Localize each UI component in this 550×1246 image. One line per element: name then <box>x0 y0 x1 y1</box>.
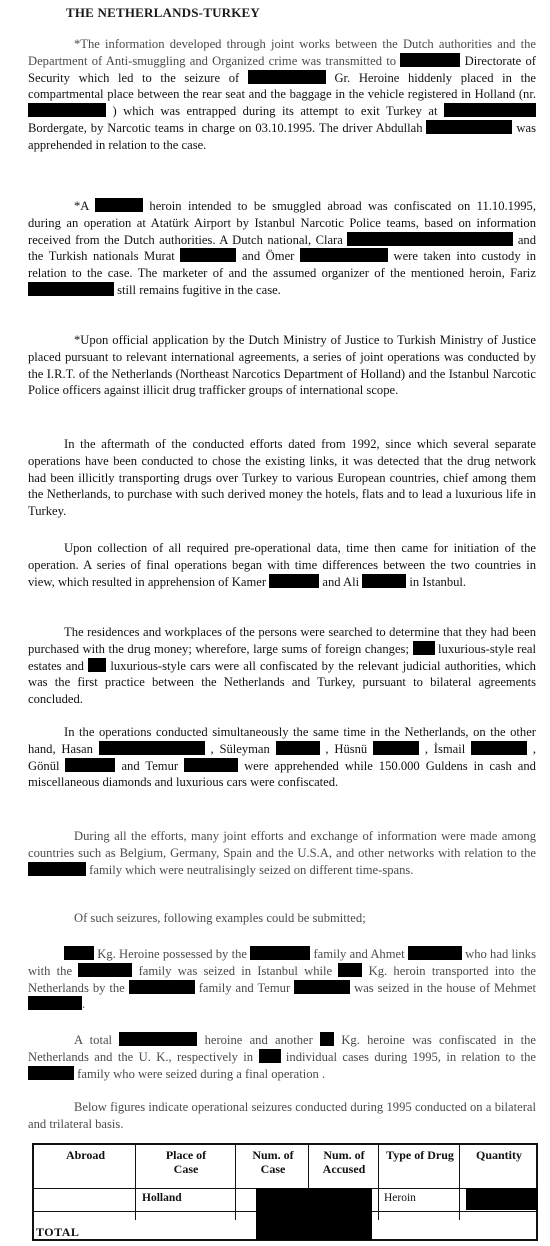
redaction-box <box>99 741 205 755</box>
redaction-box <box>184 758 238 772</box>
paragraph-10: Kg. Heroine possessed by the family and Ahmet who had links with the family was seized in Istanbul while Kg. heroin transported into the Netherlands by the family and Temur was seized in the house of Mehmet . <box>28 947 536 1012</box>
redaction-box <box>28 862 86 876</box>
redaction-box <box>471 741 527 755</box>
redaction-box <box>408 946 462 960</box>
redaction-box <box>88 658 106 672</box>
header-quantity: Quantity <box>475 1148 522 1162</box>
redaction-box <box>269 574 319 588</box>
header-abroad: Abroad <box>65 1148 106 1162</box>
document-title: THE NETHERLANDS-TURKEY <box>66 5 261 20</box>
redaction-box <box>300 248 388 262</box>
redaction-box <box>180 248 236 262</box>
redaction-box <box>276 741 320 755</box>
redaction-box <box>373 741 419 755</box>
cell-place: Holland <box>142 1192 182 1204</box>
paragraph-9: Of such seizures, following examples could be submitted; <box>74 911 366 925</box>
seizures-table <box>32 1143 538 1241</box>
paragraph-3: *Upon official application by the Dutch Ministry of Justice to Turkish Ministry of Justice placed pursuant to relevant international agreements, a series of joint operations was conducted by the I.R.T. of the Netherlands (Northeast Narcotics Department of Holland) and the Istanbul Narcotic Police officers against illicit drug trafficker groups of international scope. <box>28 333 536 398</box>
paragraph-8: During all the efforts, many joint efforts and exchange of information were made among countries such as Belgium, Germany, Spain and the U.S.A, and other networks with relation to the family which were neutralisingly seized on different time-spans. <box>28 829 536 877</box>
redaction-box <box>65 758 115 772</box>
redaction-box <box>256 1188 372 1240</box>
paragraph-1: *The information developed through joint works between the Dutch authorities and the Department of Anti-smuggling and Organized crime was transmitted to Directorate of Security which led to the seizure of Gr. Heroine hiddenly placed in the compartmental place between the rear seat and the baggage in the vehicle registered in Holland (nr. ) which was entrapped during its attempt to exit Turkey at Bordergate, by Narcotic teams in charge on 03.10.1995. The driver Abdullah was apprehended in relation to the case. <box>28 37 536 152</box>
paragraph-5: Upon collection of all required pre-operational data, time then came for initiation of the operation. A series of final operations began with time differences between the two countries in view, which resulted in apprehension of Kamer and Ali in Istanbul. <box>28 541 536 589</box>
redaction-box <box>400 53 460 67</box>
redaction-box <box>362 574 406 588</box>
redaction-box <box>119 1032 197 1046</box>
redaction-box <box>95 198 143 212</box>
paragraph-7: In the operations conducted simultaneously the same time in the Netherlands, on the other hand, Hasan , Süleyman , Hüsnü , İsmail , Gönül and Temur were apprehended while 150.000 Guldens in cash and miscellaneous diamonds and luxurious cars were confiscated. <box>28 725 536 790</box>
redaction-box <box>413 641 435 655</box>
redaction-box <box>78 963 132 977</box>
paragraph-4: In the aftermath of the conducted efforts dated from 1992, since which several separate operations have been conducted to chose the existing links, it was detected that the drug network had been illicitly transporting drugs over Turkey to various European countries, chief among them the Netherlands, to purchase with such derived money the hotels, flats and to lead a luxurious life in Turkey. <box>28 437 536 519</box>
table-total-label: TOTAL <box>36 1225 80 1239</box>
redaction-box <box>129 980 195 994</box>
redaction-box <box>320 1032 334 1046</box>
paragraph-6: The residences and workplaces of the persons were searched to determine that they had been purchased with the drug money; wherefore, large sums of foreign changes; luxurious-style real estates and luxurious-style cars were all confiscated by the relevant judicial authorities, which was the first practice between the Netherlands and Turkey, pursuant to bilateral agreements concluded. <box>28 625 537 707</box>
redaction-box <box>347 232 513 246</box>
redaction-box <box>28 996 82 1010</box>
redaction-box <box>444 103 536 117</box>
redaction-box <box>338 963 362 977</box>
redaction-box <box>248 70 326 84</box>
redaction-box <box>28 1066 74 1080</box>
redaction-box <box>466 1188 538 1210</box>
header-place-of-case: Place of Case <box>165 1148 207 1176</box>
header-num-of-accused: Num. of Accused <box>322 1148 366 1176</box>
cell-drug: Heroin <box>384 1192 416 1204</box>
redaction-box <box>64 946 94 960</box>
redaction-box <box>294 980 350 994</box>
paragraph-11: A total heroine and another Kg. heroine was confiscated in the Netherlands and the U. K., respectively in individual cases during 1995, in relation to the family who were seized during a final operation . <box>28 1033 537 1081</box>
paragraph-2: *A heroin intended to be smuggled abroad was confiscated on 11.10.1995, during an operation at Atatürk Airport by Istanbul Narcotic Police teams, based on information received from the Dutch authorities. A Dutch national, Clara and the Turkish nationals Murat and Ömer were taken into custody in relation to the case. The marketer of and the assumed organizer of the mentioned heroin, Fariz still remains fugitive in the case. <box>28 199 537 297</box>
redaction-box <box>250 946 310 960</box>
redaction-box <box>259 1049 281 1063</box>
paragraph-12: Below figures indicate operational seizures conducted during 1995 conducted on a bilateral and trilateral basis. <box>28 1100 536 1131</box>
redaction-box <box>28 103 106 117</box>
redaction-box <box>28 282 114 296</box>
header-type-of-drug: Type of Drug <box>386 1148 454 1162</box>
header-num-of-case: Num. of Case <box>252 1148 294 1176</box>
redaction-box <box>426 120 512 134</box>
